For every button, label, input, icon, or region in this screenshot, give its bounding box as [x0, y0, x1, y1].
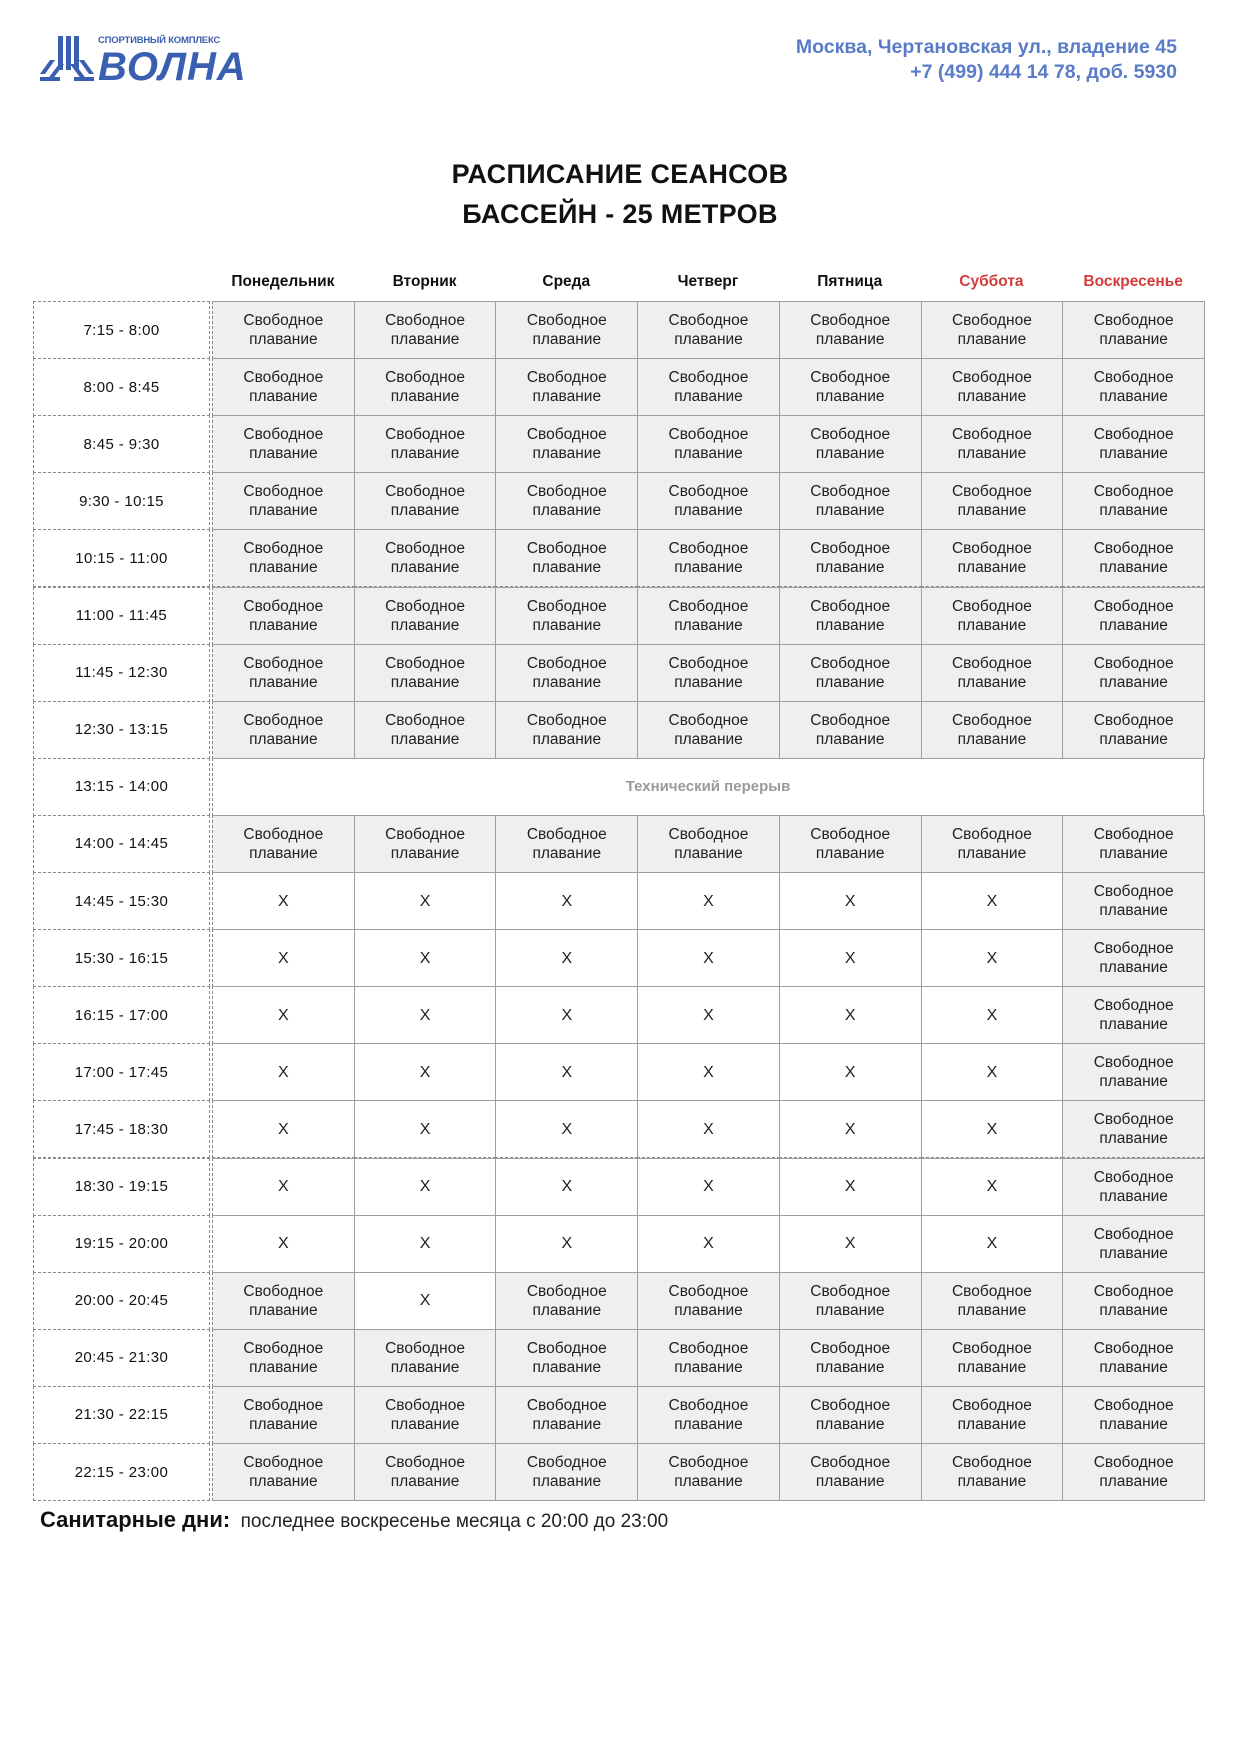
- closed-cell: Х: [212, 1215, 355, 1273]
- free-swim-cell: Свободное плавание: [1062, 1100, 1205, 1158]
- free-swim-cell: Свободное плавание: [637, 472, 780, 530]
- time-slot: 8:45 - 9:30: [33, 415, 210, 473]
- day-header: Пятница: [817, 273, 883, 290]
- free-swim-cell: Свободное плавание: [354, 301, 497, 359]
- free-swim-cell: Свободное плавание: [921, 529, 1064, 587]
- phone: +7 (499) 444 14 78, доб. 5930: [910, 61, 1177, 83]
- free-swim-cell: Свободное плавание: [495, 358, 638, 416]
- time-slot: 22:15 - 23:00: [33, 1443, 210, 1501]
- closed-cell: Х: [921, 929, 1064, 987]
- closed-cell: Х: [779, 1043, 922, 1101]
- logo-name: ВОЛНА: [98, 45, 247, 89]
- closed-cell: Х: [354, 872, 497, 930]
- free-swim-cell: Свободное плавание: [354, 358, 497, 416]
- closed-cell: Х: [637, 1043, 780, 1101]
- free-swim-cell: Свободное плавание: [1062, 644, 1205, 702]
- free-swim-cell: Свободное плавание: [212, 1386, 355, 1444]
- free-swim-cell: Свободное плавание: [921, 301, 1064, 359]
- free-swim-cell: Свободное плавание: [637, 587, 780, 645]
- closed-cell: Х: [495, 929, 638, 987]
- technical-break: Технический перерыв: [212, 758, 1204, 816]
- free-swim-cell: Свободное плавание: [1062, 472, 1205, 530]
- closed-cell: Х: [921, 1158, 1064, 1216]
- closed-cell: Х: [921, 986, 1064, 1044]
- time-slot: 8:00 - 8:45: [33, 358, 210, 416]
- free-swim-cell: Свободное плавание: [637, 644, 780, 702]
- free-swim-cell: Свободное плавание: [212, 1329, 355, 1387]
- time-slot: 9:30 - 10:15: [33, 472, 210, 530]
- free-swim-cell: Свободное плавание: [212, 301, 355, 359]
- free-swim-cell: Свободное плавание: [212, 587, 355, 645]
- time-slot: 15:30 - 16:15: [33, 929, 210, 987]
- free-swim-cell: Свободное плавание: [354, 701, 497, 759]
- day-header: Среда: [542, 273, 591, 290]
- sanitary-days-value: последнее воскресенье месяца с 20:00 до 23:00: [240, 1511, 669, 1532]
- free-swim-cell: Свободное плавание: [495, 1443, 638, 1501]
- free-swim-cell: Свободное плавание: [637, 358, 780, 416]
- free-swim-cell: Свободное плавание: [212, 415, 355, 473]
- free-swim-cell: Свободное плавание: [212, 472, 355, 530]
- free-swim-cell: Свободное плавание: [495, 1272, 638, 1330]
- free-swim-cell: Свободное плавание: [495, 1386, 638, 1444]
- day-header: Вторник: [392, 273, 457, 290]
- closed-cell: Х: [637, 929, 780, 987]
- free-swim-cell: Свободное плавание: [212, 529, 355, 587]
- time-slot: 21:30 - 22:15: [33, 1386, 210, 1444]
- free-swim-cell: Свободное плавание: [354, 1329, 497, 1387]
- time-slot: 14:00 - 14:45: [33, 815, 210, 873]
- free-swim-cell: Свободное плавание: [779, 529, 922, 587]
- closed-cell: Х: [495, 872, 638, 930]
- closed-cell: Х: [779, 1100, 922, 1158]
- time-slot: 11:45 - 12:30: [33, 644, 210, 702]
- free-swim-cell: Свободное плавание: [1062, 815, 1205, 873]
- closed-cell: Х: [354, 1100, 497, 1158]
- time-slot: 18:30 - 19:15: [33, 1158, 210, 1216]
- free-swim-cell: Свободное плавание: [1062, 1443, 1205, 1501]
- free-swim-cell: Свободное плавание: [1062, 358, 1205, 416]
- closed-cell: Х: [637, 986, 780, 1044]
- free-swim-cell: Свободное плавание: [354, 815, 497, 873]
- free-swim-cell: Свободное плавание: [779, 587, 922, 645]
- free-swim-cell: Свободное плавание: [354, 587, 497, 645]
- free-swim-cell: Свободное плавание: [921, 415, 1064, 473]
- day-header: Понедельник: [231, 273, 335, 290]
- free-swim-cell: Свободное плавание: [1062, 701, 1205, 759]
- free-swim-cell: Свободное плавание: [1062, 929, 1205, 987]
- free-swim-cell: Свободное плавание: [1062, 301, 1205, 359]
- closed-cell: Х: [212, 929, 355, 987]
- closed-cell: Х: [495, 1100, 638, 1158]
- free-swim-cell: Свободное плавание: [1062, 872, 1205, 930]
- free-swim-cell: Свободное плавание: [779, 301, 922, 359]
- free-swim-cell: Свободное плавание: [779, 358, 922, 416]
- closed-cell: Х: [354, 986, 497, 1044]
- free-swim-cell: Свободное плавание: [354, 1386, 497, 1444]
- free-swim-cell: Свободное плавание: [1062, 1215, 1205, 1273]
- free-swim-cell: Свободное плавание: [921, 472, 1064, 530]
- free-swim-cell: Свободное плавание: [921, 1272, 1064, 1330]
- closed-cell: Х: [921, 1215, 1064, 1273]
- closed-cell: Х: [921, 872, 1064, 930]
- free-swim-cell: Свободное плавание: [921, 1329, 1064, 1387]
- free-swim-cell: Свободное плавание: [921, 644, 1064, 702]
- free-swim-cell: Свободное плавание: [1062, 1386, 1205, 1444]
- closed-cell: Х: [495, 1215, 638, 1273]
- free-swim-cell: Свободное плавание: [637, 1329, 780, 1387]
- closed-cell: Х: [354, 1043, 497, 1101]
- closed-cell: Х: [495, 1043, 638, 1101]
- time-slot: 13:15 - 14:00: [33, 758, 210, 816]
- day-header: Четверг: [677, 273, 739, 290]
- time-slot: 11:00 - 11:45: [33, 587, 210, 645]
- free-swim-cell: Свободное плавание: [779, 815, 922, 873]
- free-swim-cell: Свободное плавание: [354, 1443, 497, 1501]
- free-swim-cell: Свободное плавание: [495, 587, 638, 645]
- free-swim-cell: Свободное плавание: [1062, 1043, 1205, 1101]
- time-slot: 14:45 - 15:30: [33, 872, 210, 930]
- day-header: Воскресенье: [1083, 273, 1183, 290]
- time-slot: 7:15 - 8:00: [33, 301, 210, 359]
- free-swim-cell: Свободное плавание: [779, 1386, 922, 1444]
- free-swim-cell: Свободное плавание: [921, 1443, 1064, 1501]
- free-swim-cell: Свободное плавание: [921, 815, 1064, 873]
- time-slot: 10:15 - 11:00: [33, 529, 210, 587]
- free-swim-cell: Свободное плавание: [495, 1329, 638, 1387]
- closed-cell: Х: [921, 1043, 1064, 1101]
- free-swim-cell: Свободное плавание: [1062, 529, 1205, 587]
- closed-cell: Х: [779, 1158, 922, 1216]
- free-swim-cell: Свободное плавание: [1062, 986, 1205, 1044]
- free-swim-cell: Свободное плавание: [1062, 1158, 1205, 1216]
- free-swim-cell: Свободное плавание: [779, 644, 922, 702]
- free-swim-cell: Свободное плавание: [921, 587, 1064, 645]
- free-swim-cell: Свободное плавание: [1062, 415, 1205, 473]
- closed-cell: Х: [212, 986, 355, 1044]
- free-swim-cell: Свободное плавание: [354, 644, 497, 702]
- closed-cell: Х: [637, 1215, 780, 1273]
- free-swim-cell: Свободное плавание: [212, 1443, 355, 1501]
- free-swim-cell: Свободное плавание: [637, 301, 780, 359]
- sanitary-days: [40, 1507, 668, 1533]
- free-swim-cell: Свободное плавание: [637, 1443, 780, 1501]
- time-slot: 17:45 - 18:30: [33, 1100, 210, 1158]
- free-swim-cell: Свободное плавание: [921, 358, 1064, 416]
- closed-cell: Х: [212, 872, 355, 930]
- closed-cell: Х: [779, 986, 922, 1044]
- free-swim-cell: Свободное плавание: [1062, 1329, 1205, 1387]
- free-swim-cell: Свободное плавание: [212, 1272, 355, 1330]
- free-swim-cell: Свободное плавание: [495, 529, 638, 587]
- closed-cell: Х: [354, 1158, 497, 1216]
- closed-cell: Х: [637, 872, 780, 930]
- time-slot: 19:15 - 20:00: [33, 1215, 210, 1273]
- free-swim-cell: Свободное плавание: [495, 644, 638, 702]
- free-swim-cell: Свободное плавание: [779, 701, 922, 759]
- free-swim-cell: Свободное плавание: [779, 1329, 922, 1387]
- free-swim-cell: Свободное плавание: [495, 701, 638, 759]
- closed-cell: Х: [495, 1158, 638, 1216]
- time-slot: 20:45 - 21:30: [33, 1329, 210, 1387]
- closed-cell: Х: [779, 1215, 922, 1273]
- address: Москва, Чертановская ул., владение 45: [795, 36, 1177, 58]
- closed-cell: Х: [495, 986, 638, 1044]
- day-header: Суббота: [959, 273, 1024, 290]
- free-swim-cell: Свободное плавание: [779, 472, 922, 530]
- free-swim-cell: Свободное плавание: [921, 701, 1064, 759]
- free-swim-cell: Свободное плавание: [1062, 587, 1205, 645]
- free-swim-cell: Свободное плавание: [212, 358, 355, 416]
- free-swim-cell: Свободное плавание: [921, 1386, 1064, 1444]
- free-swim-cell: Свободное плавание: [354, 472, 497, 530]
- closed-cell: Х: [637, 1158, 780, 1216]
- free-swim-cell: Свободное плавание: [212, 701, 355, 759]
- free-swim-cell: Свободное плавание: [637, 415, 780, 473]
- sanitary-days-label: Санитарные дни:: [40, 1507, 231, 1532]
- free-swim-cell: Свободное плавание: [212, 644, 355, 702]
- time-slot: 12:30 - 13:15: [33, 701, 210, 759]
- closed-cell: Х: [921, 1100, 1064, 1158]
- closed-cell: Х: [212, 1100, 355, 1158]
- time-slot: 20:00 - 20:45: [33, 1272, 210, 1330]
- free-swim-cell: Свободное плавание: [637, 701, 780, 759]
- free-swim-cell: Свободное плавание: [1062, 1272, 1205, 1330]
- free-swim-cell: Свободное плавание: [495, 815, 638, 873]
- free-swim-cell: Свободное плавание: [495, 301, 638, 359]
- closed-cell: Х: [212, 1043, 355, 1101]
- title-line-2: БАССЕЙН - 25 МЕТРОВ: [462, 199, 778, 229]
- time-slot: 17:00 - 17:45: [33, 1043, 210, 1101]
- logo-subtitle: СПОРТИВНЫЙ КОМПЛЕКС: [98, 35, 221, 46]
- closed-cell: Х: [637, 1100, 780, 1158]
- title-line-1: РАСПИСАНИЕ СЕАНСОВ: [451, 159, 789, 189]
- closed-cell: Х: [354, 929, 497, 987]
- closed-cell: Х: [779, 872, 922, 930]
- free-swim-cell: Свободное плавание: [779, 1443, 922, 1501]
- closed-cell: Х: [779, 929, 922, 987]
- free-swim-cell: Свободное плавание: [495, 415, 638, 473]
- closed-cell: Х: [354, 1272, 497, 1330]
- free-swim-cell: Свободное плавание: [495, 472, 638, 530]
- time-slot: 16:15 - 17:00: [33, 986, 210, 1044]
- free-swim-cell: Свободное плавание: [212, 815, 355, 873]
- free-swim-cell: Свободное плавание: [779, 415, 922, 473]
- free-swim-cell: Свободное плавание: [637, 529, 780, 587]
- free-swim-cell: Свободное плавание: [637, 1386, 780, 1444]
- free-swim-cell: Свободное плавание: [354, 415, 497, 473]
- free-swim-cell: Свободное плавание: [637, 815, 780, 873]
- free-swim-cell: Свободное плавание: [354, 529, 497, 587]
- free-swim-cell: Свободное плавание: [637, 1272, 780, 1330]
- closed-cell: Х: [354, 1215, 497, 1273]
- free-swim-cell: Свободное плавание: [779, 1272, 922, 1330]
- closed-cell: Х: [212, 1158, 355, 1216]
